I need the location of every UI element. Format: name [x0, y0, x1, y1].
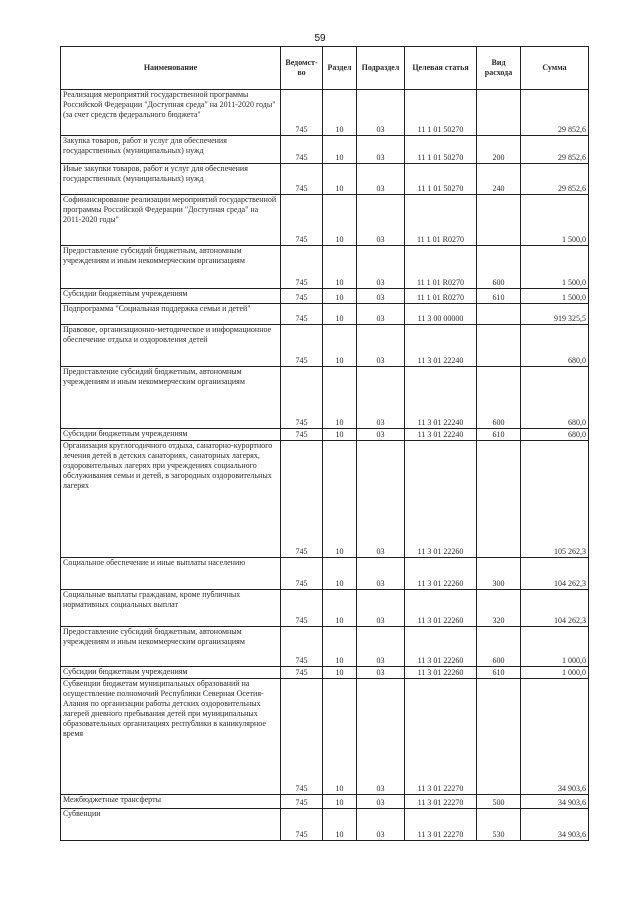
cell-subsection: 03: [357, 590, 405, 627]
cell-section: 10: [323, 325, 357, 367]
cell-subsection: 03: [357, 429, 405, 441]
table-row: [61, 367, 589, 429]
cell-name: Субсидии бюджетным учреждениям: [61, 667, 281, 679]
cell-target: 11 3 01 22270: [405, 679, 477, 795]
cell-section: 10: [323, 246, 357, 289]
cell-sum: 680,0: [521, 325, 589, 367]
cell-sum: 34 903,6: [521, 809, 589, 841]
cell-section: 10: [323, 679, 357, 795]
cell-dept: 745: [281, 429, 323, 441]
cell-type: [477, 195, 521, 246]
table-row: [61, 325, 589, 367]
cell-name: Подпрограмма "Социальная поддержка семьи и детей": [61, 304, 281, 325]
table-row: [61, 627, 589, 667]
cell-sum: 29 852,6: [521, 164, 589, 195]
cell-name: Социальные выплаты гражданам, кроме публичных нормативных социальных выплат: [61, 590, 281, 627]
table-row: [61, 809, 589, 841]
cell-dept: 745: [281, 590, 323, 627]
cell-dept: 745: [281, 246, 323, 289]
cell-type: 240: [477, 164, 521, 195]
cell-sum: 1 500,0: [521, 246, 589, 289]
cell-section: 10: [323, 367, 357, 429]
page-number: 59: [314, 33, 326, 44]
header-sum: Сумма: [521, 47, 589, 90]
cell-section: 10: [323, 136, 357, 164]
cell-subsection: 03: [357, 627, 405, 667]
cell-subsection: 03: [357, 164, 405, 195]
cell-target: 11 1 01 R0270: [405, 289, 477, 304]
cell-type: 600: [477, 367, 521, 429]
cell-section: 10: [323, 90, 357, 136]
cell-name: Предоставление субсидий бюджетным, автономным учреждениям и иным некоммерческим организациям: [61, 367, 281, 429]
cell-section: 10: [323, 429, 357, 441]
table-row: [61, 679, 589, 795]
cell-dept: 745: [281, 627, 323, 667]
cell-name: Иные закупки товаров, работ и услуг для обеспечения государственных (муниципальных) нужд: [61, 164, 281, 195]
header-subsection: Подраздел: [357, 47, 405, 90]
cell-type: 610: [477, 289, 521, 304]
cell-target: 11 3 01 22260: [405, 441, 477, 558]
cell-type: [477, 441, 521, 558]
table-row: [61, 558, 589, 590]
cell-dept: 745: [281, 441, 323, 558]
header-name: Наименование: [61, 47, 281, 90]
table-row: [61, 90, 589, 136]
cell-subsection: 03: [357, 667, 405, 679]
cell-subsection: 03: [357, 136, 405, 164]
cell-name: Субвенции: [61, 809, 281, 841]
table-row: [61, 136, 589, 164]
header-section: Раздел: [323, 47, 357, 90]
cell-type: 600: [477, 246, 521, 289]
cell-sum: 1 000,0: [521, 667, 589, 679]
cell-type: 600: [477, 627, 521, 667]
cell-sum: 1 000,0: [521, 627, 589, 667]
cell-name: Предоставление субсидий бюджетным, автономным учреждениям и иным некоммерческим организациям: [61, 627, 281, 667]
cell-type: 300: [477, 558, 521, 590]
cell-subsection: 03: [357, 809, 405, 841]
cell-name: Социальное обеспечение и иные выплаты населению: [61, 558, 281, 590]
cell-sum: 34 903,6: [521, 679, 589, 795]
cell-dept: 745: [281, 795, 323, 809]
cell-name: Субсидии бюджетным учреждениям: [61, 289, 281, 304]
cell-type: [477, 679, 521, 795]
table-row: [61, 590, 589, 627]
cell-section: 10: [323, 809, 357, 841]
cell-section: 10: [323, 558, 357, 590]
cell-sum: 29 852,6: [521, 136, 589, 164]
cell-subsection: 03: [357, 558, 405, 590]
cell-name: Реализация мероприятий государственной программы Российской Федерации "Доступная среда" на 2011-2020 годы" (за счет средств федерального бюджета": [61, 90, 281, 136]
cell-dept: 745: [281, 164, 323, 195]
cell-dept: 745: [281, 667, 323, 679]
cell-dept: 745: [281, 136, 323, 164]
table-row: [61, 304, 589, 325]
cell-type: [477, 325, 521, 367]
cell-target: 11 3 01 22240: [405, 325, 477, 367]
cell-section: 10: [323, 164, 357, 195]
cell-dept: 745: [281, 195, 323, 246]
cell-target: 11 1 01 50270: [405, 90, 477, 136]
cell-name: Софинансирование реализации мероприятий государственной программы Российской Федерации "Доступная среда" на 2011-2020 годы": [61, 195, 281, 246]
table-row: [61, 164, 589, 195]
cell-sum: 680,0: [521, 367, 589, 429]
cell-target: 11 3 01 22240: [405, 367, 477, 429]
cell-section: 10: [323, 795, 357, 809]
cell-section: 10: [323, 304, 357, 325]
table-row: [61, 441, 589, 558]
cell-dept: 745: [281, 558, 323, 590]
cell-target: 11 3 01 22260: [405, 558, 477, 590]
cell-subsection: 03: [357, 304, 405, 325]
cell-subsection: 03: [357, 795, 405, 809]
cell-sum: 104 262,3: [521, 558, 589, 590]
cell-name: Правовое, организационно-методическое и информационное обеспечение отдыха и оздоровления детей: [61, 325, 281, 367]
cell-subsection: 03: [357, 246, 405, 289]
cell-dept: 745: [281, 304, 323, 325]
cell-subsection: 03: [357, 325, 405, 367]
cell-sum: 105 262,3: [521, 441, 589, 558]
cell-dept: 745: [281, 679, 323, 795]
cell-section: 10: [323, 667, 357, 679]
table-row: [61, 289, 589, 304]
cell-target: 11 3 01 22270: [405, 809, 477, 841]
cell-name: Субвенции бюджетам муниципальных образований на осуществление полномочий Республики Северная Осетия-Алания по организации работы детских оздоровительных лагерей дневного пребывания детей при муниципальных образовательных организациях республики в каникулярное время: [61, 679, 281, 795]
cell-type: 610: [477, 429, 521, 441]
cell-target: 11 1 01 50270: [405, 164, 477, 195]
cell-target: 11 3 01 22260: [405, 667, 477, 679]
header-target: Целевая статья: [405, 47, 477, 90]
cell-subsection: 03: [357, 441, 405, 558]
cell-target: 11 3 01 22240: [405, 429, 477, 441]
budget-table: [60, 46, 589, 841]
cell-type: 320: [477, 590, 521, 627]
cell-subsection: 03: [357, 195, 405, 246]
cell-sum: 1 500,0: [521, 195, 589, 246]
cell-dept: 745: [281, 289, 323, 304]
cell-type: 200: [477, 136, 521, 164]
table-row: [61, 429, 589, 441]
header-row: [61, 47, 589, 90]
cell-sum: 1 500,0: [521, 289, 589, 304]
cell-subsection: 03: [357, 679, 405, 795]
cell-name: Предоставление субсидий бюджетным, автономным учреждениям и иным некоммерческим организациям: [61, 246, 281, 289]
header-dept: Ведомст-во: [281, 47, 323, 90]
cell-name: Закупка товаров, работ и услуг для обеспечения государственных (муниципальных) нужд: [61, 136, 281, 164]
cell-section: 10: [323, 590, 357, 627]
cell-target: 11 1 01 R0270: [405, 195, 477, 246]
cell-dept: 745: [281, 90, 323, 136]
table-row: [61, 795, 589, 809]
cell-sum: 29 852,6: [521, 90, 589, 136]
cell-target: 11 3 01 22260: [405, 627, 477, 667]
cell-type: [477, 90, 521, 136]
cell-sum: 680,0: [521, 429, 589, 441]
table-row: [61, 195, 589, 246]
table-body: [61, 90, 589, 841]
cell-subsection: 03: [357, 289, 405, 304]
cell-section: 10: [323, 441, 357, 558]
cell-dept: 745: [281, 809, 323, 841]
cell-subsection: 03: [357, 367, 405, 429]
cell-name: Организация круглогодичного отдыха, санаторно-курортного лечения детей в детских санаториях, санаторных лагерях, оздоровительных лагерях при учреждениях социального обслуживания семьи и детей, в загородных оздоровительных лагерях: [61, 441, 281, 558]
cell-section: 10: [323, 289, 357, 304]
cell-dept: 745: [281, 367, 323, 429]
cell-target: 11 1 01 R0270: [405, 246, 477, 289]
cell-name: Межбюджетные трансферты: [61, 795, 281, 809]
cell-dept: 745: [281, 325, 323, 367]
cell-sum: 919 325,5: [521, 304, 589, 325]
cell-target: 11 3 00 00000: [405, 304, 477, 325]
header-type: Вид расхода: [477, 47, 521, 90]
cell-section: 10: [323, 195, 357, 246]
cell-type: [477, 304, 521, 325]
cell-type: 610: [477, 667, 521, 679]
cell-target: 11 3 01 22270: [405, 795, 477, 809]
cell-section: 10: [323, 627, 357, 667]
table-row: [61, 667, 589, 679]
cell-target: 11 3 01 22260: [405, 590, 477, 627]
cell-target: 11 1 01 50270: [405, 136, 477, 164]
cell-sum: 34 903,6: [521, 795, 589, 809]
table-row: [61, 246, 589, 289]
cell-sum: 104 262,3: [521, 590, 589, 627]
cell-type: 530: [477, 809, 521, 841]
cell-subsection: 03: [357, 90, 405, 136]
cell-name: Субсидии бюджетным учреждениям: [61, 429, 281, 441]
cell-type: 500: [477, 795, 521, 809]
